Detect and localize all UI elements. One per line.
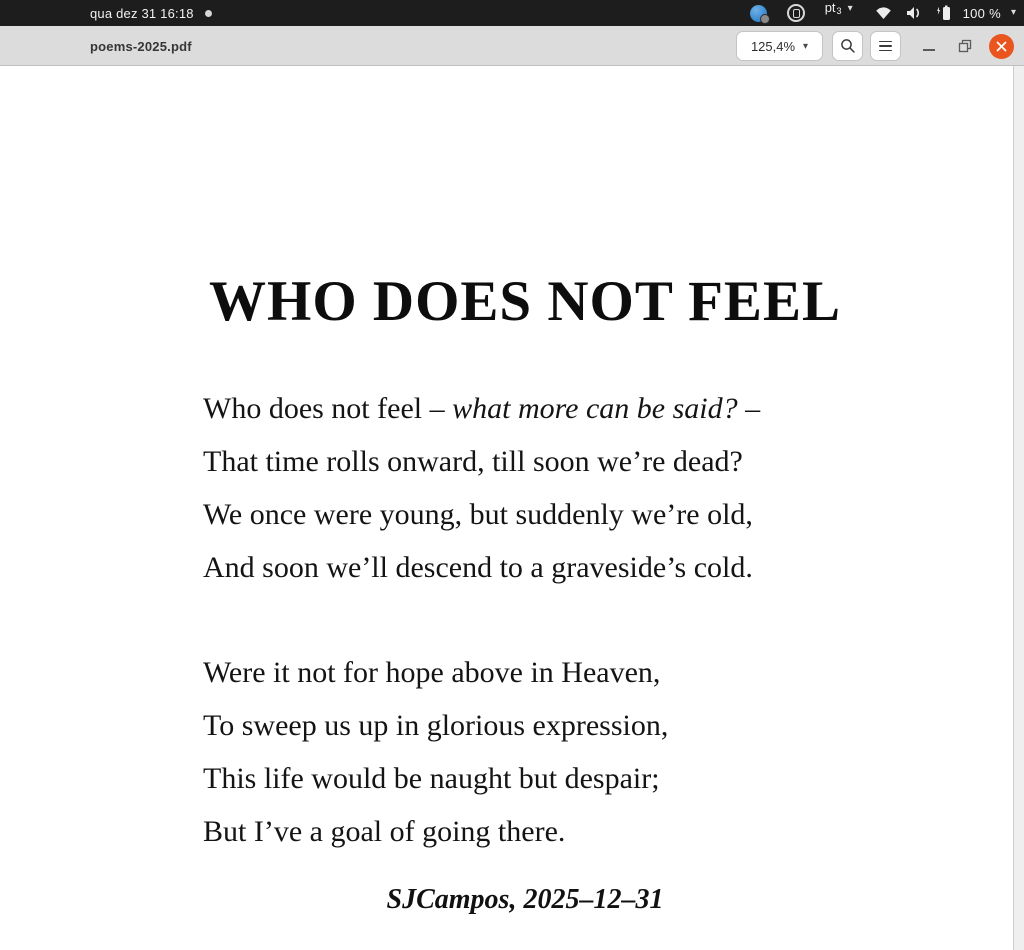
volume-icon[interactable] bbox=[906, 0, 924, 26]
notification-dot-icon bbox=[205, 10, 212, 17]
poem-line: And soon we’ll descend to a graveside’s cold. bbox=[203, 551, 753, 584]
document-area[interactable] bbox=[0, 66, 1024, 950]
poem-title: WHO DOES NOT FEEL bbox=[208, 270, 841, 333]
wifi-icon[interactable] bbox=[875, 0, 892, 26]
minimize-icon bbox=[923, 49, 935, 51]
document-title: poems-2025.pdf bbox=[90, 38, 192, 54]
close-button[interactable] bbox=[986, 26, 1016, 66]
poem-line: Were it not for hope above in Heaven, bbox=[203, 656, 661, 689]
zoom-level-dropdown[interactable] bbox=[736, 31, 823, 61]
app-indicator-icon[interactable] bbox=[750, 4, 769, 23]
chevron-down-icon: ▾ bbox=[803, 40, 809, 52]
battery-status[interactable] bbox=[936, 0, 1016, 26]
chevron-down-icon: ▾ bbox=[847, 3, 853, 14]
restore-icon bbox=[958, 39, 972, 53]
hamburger-menu-icon bbox=[879, 38, 892, 55]
system-tray bbox=[750, 0, 1016, 26]
poem-stanza-1 bbox=[203, 382, 760, 594]
keyboard-layout-indicator[interactable] bbox=[825, 0, 853, 26]
battery-charging-icon bbox=[936, 5, 958, 21]
close-icon bbox=[989, 34, 1014, 59]
keyboard-layout-label: pt bbox=[824, 0, 836, 15]
top-bar bbox=[0, 0, 1024, 26]
poem-line: This life would be naught but despair; bbox=[203, 762, 660, 795]
line-text: Who does not feel – bbox=[203, 392, 453, 425]
zoom-level-value: 125,4% bbox=[750, 38, 796, 54]
minimize-button[interactable] bbox=[917, 26, 941, 66]
poem-line bbox=[203, 382, 760, 435]
line-text: – bbox=[737, 392, 761, 425]
poem-line: To sweep us up in glorious expression, bbox=[203, 709, 669, 742]
search-button[interactable] bbox=[832, 31, 863, 61]
menu-button[interactable] bbox=[870, 31, 901, 61]
poem-line: That time rolls onward, till soon we’re dead? bbox=[203, 445, 743, 478]
search-icon bbox=[840, 38, 856, 54]
chevron-down-icon: ▾ bbox=[1010, 6, 1016, 18]
clock-text: qua dez 31 16:18 bbox=[90, 5, 194, 21]
poem-signature: SJCampos, 2025–12–31 bbox=[386, 884, 664, 915]
keyboard-layout-index: 3 bbox=[836, 6, 842, 16]
app-badge-icon bbox=[760, 14, 770, 24]
poem-line: We once were young, but suddenly we’re old, bbox=[203, 498, 753, 531]
line-text-italic: what more can be said? bbox=[452, 392, 738, 425]
poem-stanza-2 bbox=[203, 646, 668, 858]
battery-percent: 100 % bbox=[962, 5, 1001, 21]
pdf-toolbar bbox=[0, 26, 1024, 66]
recorder-indicator-icon[interactable] bbox=[787, 4, 805, 22]
poem-line: But I’ve a goal of going there. bbox=[203, 815, 566, 848]
pdf-page bbox=[0, 66, 1014, 950]
clock-menu[interactable] bbox=[90, 0, 212, 26]
restore-window-button[interactable] bbox=[953, 26, 977, 66]
